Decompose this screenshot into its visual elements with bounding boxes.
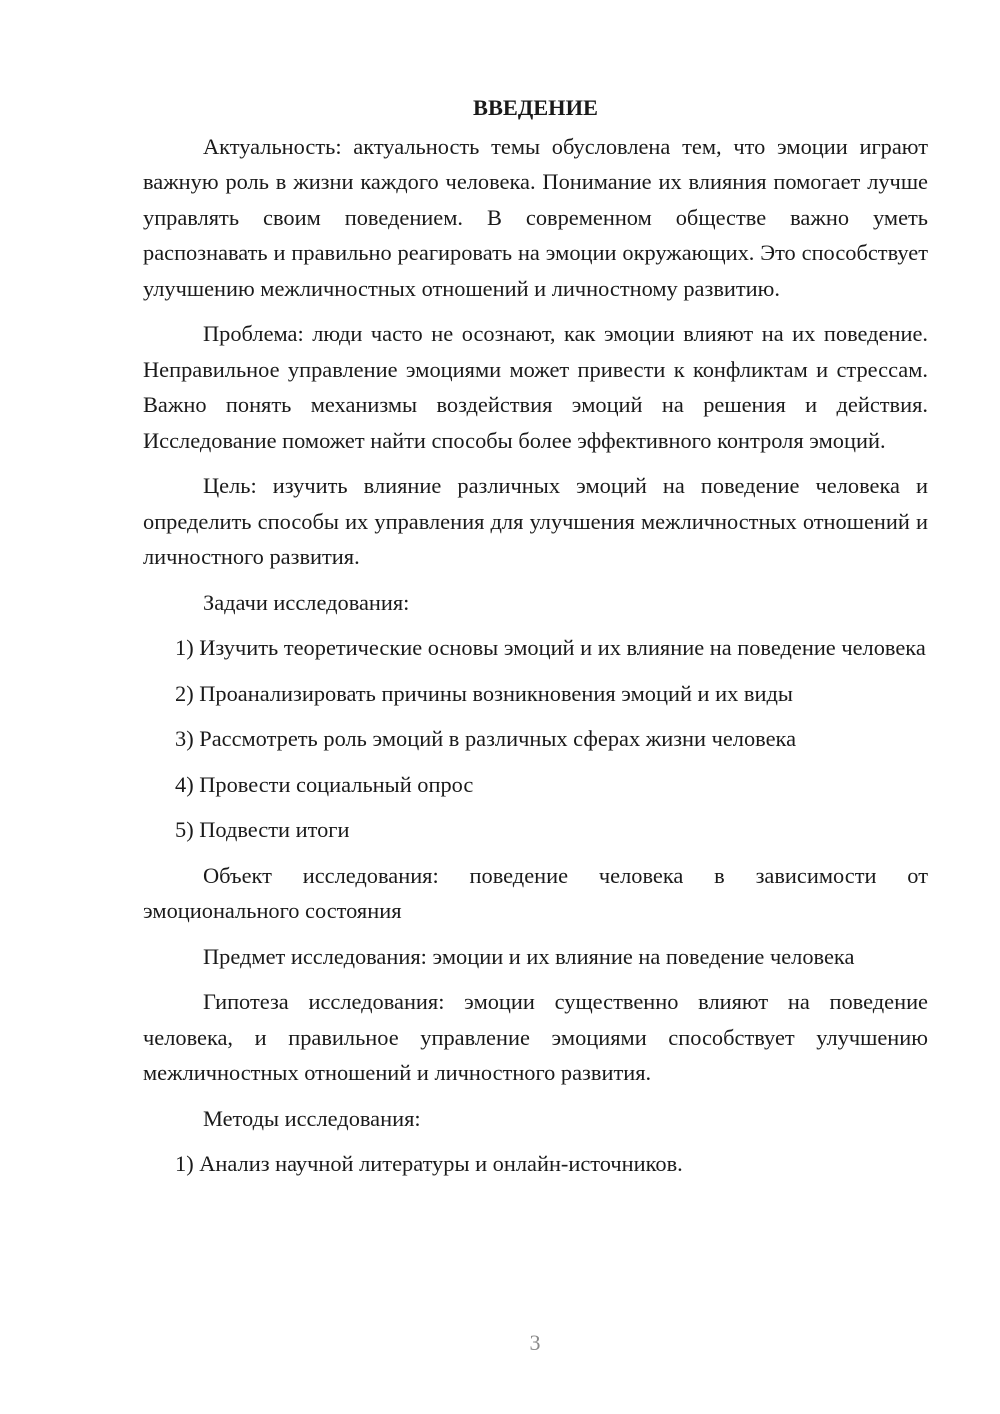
task-item: 1) Изучить теоретические основы эмоций и их влияние на поведение человека — [175, 635, 926, 660]
methods-heading: Методы исследования: — [203, 1105, 421, 1131]
document-page — [143, 90, 928, 1192]
tasks-heading: Задачи исследования: — [203, 589, 410, 615]
problem-paragraph: Проблема: люди часто не осознают, как эмоции влияют на их поведение. Неправильное управление эмоциями может привести к конфликтам и стрессам. Важно понять механизмы воздействия эмоций на решения и действия. Исследование поможет найти способы более эффективного контроля эмоций. — [143, 321, 928, 453]
object-paragraph: Объект исследования: поведение человека в зависимости от эмоционального состояния — [143, 862, 928, 923]
page-title: ВВЕДЕНИЕ — [473, 95, 598, 120]
method-item: 1) Анализ научной литературы и онлайн-источников. — [175, 1151, 683, 1176]
hypothesis-paragraph: Гипотеза исследования: эмоции существенно влияют на поведение человека, и правильное управление эмоциями способствует улучшению межличностных отношений и личностного развития. — [143, 989, 928, 1085]
subject-paragraph: Предмет исследования: эмоции и их влияние на поведение человека — [203, 943, 855, 969]
task-item: 5) Подвести итоги — [175, 817, 350, 842]
page-number: 3 — [529, 1330, 541, 1355]
task-item: 3) Рассмотреть роль эмоций в различных сферах жизни человека — [175, 726, 797, 751]
goal-paragraph: Цель: изучить влияние различных эмоций на поведение человека и определить способы их управления для улучшения межличностных отношений и личностного развития. — [143, 473, 928, 569]
relevance-paragraph: Актуальность: актуальность темы обусловлена тем, что эмоции играют важную роль в жизни каждого человека. Понимание их влияния помогает лучше управлять своим поведением. В современном обществе важно уметь распознавать и правильно реагировать на эмоции окружающих. Это способствует улучшению межличностных отношений и личностному развитию. — [143, 133, 928, 301]
task-item: 4) Провести социальный опрос — [175, 771, 474, 797]
task-item: 2) Проанализировать причины возникновения эмоций и их виды — [175, 680, 793, 706]
